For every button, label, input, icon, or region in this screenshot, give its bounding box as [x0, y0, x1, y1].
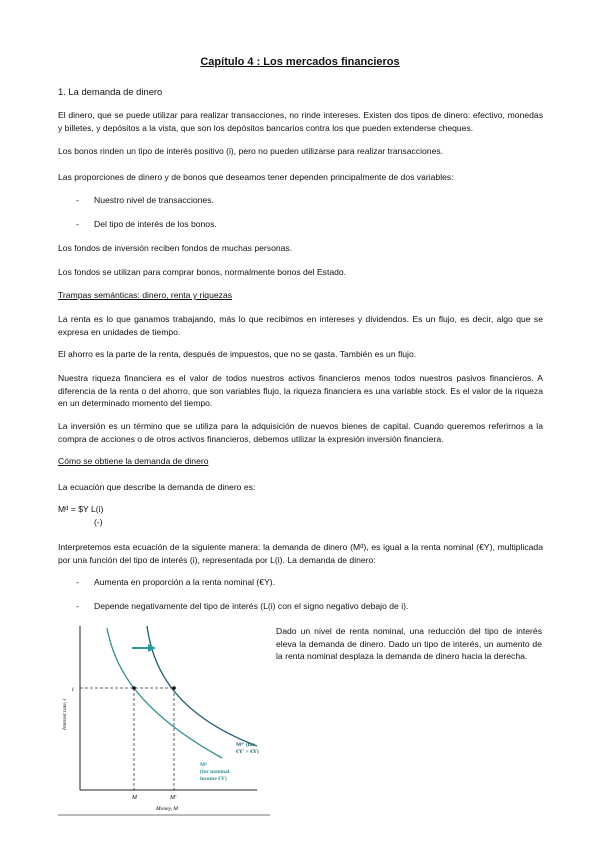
bullet-mark: - [76, 195, 79, 205]
subheading-semantic-traps: Trampas semánticas: dinero, renta y riquezas [58, 290, 233, 300]
bullet-mark: - [76, 601, 79, 611]
list-item: Aumenta en proporción a la renta nominal (€Y). [94, 577, 276, 587]
curve-label: (for nominal [200, 769, 230, 775]
equation: Mᵈ = $Y L(i) [58, 504, 104, 514]
money-demand-figure [52, 618, 272, 818]
list-item: Depende negativamente del tipo de interés (L(i) con el signo negativo debajo de i). [94, 601, 409, 611]
paragraph-interpretation: Interpretemos esta ecuación de la siguiente manera: la demanda de dinero (Mᵈ), es igual a la renta nominal (€Y), multiplicada por una función del tipo de interés (i), representada por L(i). La demanda de dinero: [58, 542, 543, 565]
paragraph-money-types: El dinero, que se puede utilizar para realizar transacciones, no rinde intereses. Existen dos tipos de dinero: efectivo, monedas y billetes, y depósitos a la vista, que son los depósitos bancarios contra los que pueden extenderse cheques. [58, 110, 543, 133]
paragraph-investment: La inversión es un término que se utiliza para la adquisición de nuevos bienes de capital. Cuando queremos referirnos a la compra de acciones o de otros activos financieros, debemos utilizar la expresión inversión financiera. [58, 421, 543, 444]
paragraph-bonds: Los bonos rinden un tipo de interés positivo (i), pero no pueden utilizarse para realizar transacciones. [58, 146, 444, 156]
curve-label: income €Y) [200, 776, 227, 782]
curve-label-shifted: Mᵈ' (for [236, 742, 255, 748]
paragraph-income: La renta es lo que ganamos trabajando, más lo que recibimos en intereses y dividendos. Es un flujo, es decir, algo que se expresa en unidades de tiempo. [58, 314, 543, 337]
paragraph-investment-funds: Los fondos de inversión reciben fondos de muchas personas. [58, 243, 293, 253]
money-demand-curve-shifted [147, 626, 257, 746]
x-tick-label: M' [170, 795, 177, 801]
list-item: Nuestro nivel de transacciones. [94, 195, 214, 205]
x-axis-label: Money, M [156, 806, 178, 812]
page-title: Capítulo 4 : Los mercados financieros [200, 56, 400, 68]
paragraph-wealth: Nuestra riqueza financiera es el valor de todos nuestros activos financieros menos todos nuestros pasivos financieros. A diferencia de la renta o del ahorro, que son variables flujo, la riqueza financiera es una variable stock. Es el valor de la riqueza en un determinado momento del tiempo. [58, 373, 543, 408]
y-axis-label: Interest rate, i [62, 698, 68, 730]
bullet-mark: - [76, 219, 79, 229]
paragraph-equation-intro: La ecuación que describe la demanda de dinero es: [58, 482, 256, 492]
x-tick-label: M [132, 795, 137, 801]
section-heading: 1. La demanda de dinero [58, 86, 163, 97]
point-a [132, 686, 136, 690]
bullet-mark: - [76, 577, 79, 587]
paragraph-figure-note: Dado un nivel de renta nominal, una reducción del tipo de interés eleva la demanda de dinero. Dado un tipo de interés, un aumento de la renta nominal desplaza la demanda de dinero hacia la derecha. [276, 626, 542, 661]
curve-label: Mᵈ [200, 762, 207, 768]
equation-sign: (-) [94, 517, 103, 527]
point-b [172, 686, 176, 690]
list-item: Del tipo de interés de los bonos. [94, 219, 217, 229]
paragraph-saving: El ahorro es la parte de la renta, después de impuestos, que no se gasta. También es un flujo. [58, 349, 417, 359]
subheading-money-demand: Cómo se obtiene la demanda de dinero [58, 456, 209, 466]
money-demand-curve [107, 628, 222, 758]
paragraph-proportions: Las proporciones de dinero y de bonos que deseamos tener dependen principalmente de dos variables: [58, 172, 454, 182]
curve-label-shifted: €Y' > €Y) [236, 749, 259, 755]
paragraph-funds-use: Los fondos se utilizan para comprar bonos, normalmente bonos del Estado. [58, 267, 347, 277]
y-tick-label: i [72, 687, 74, 693]
